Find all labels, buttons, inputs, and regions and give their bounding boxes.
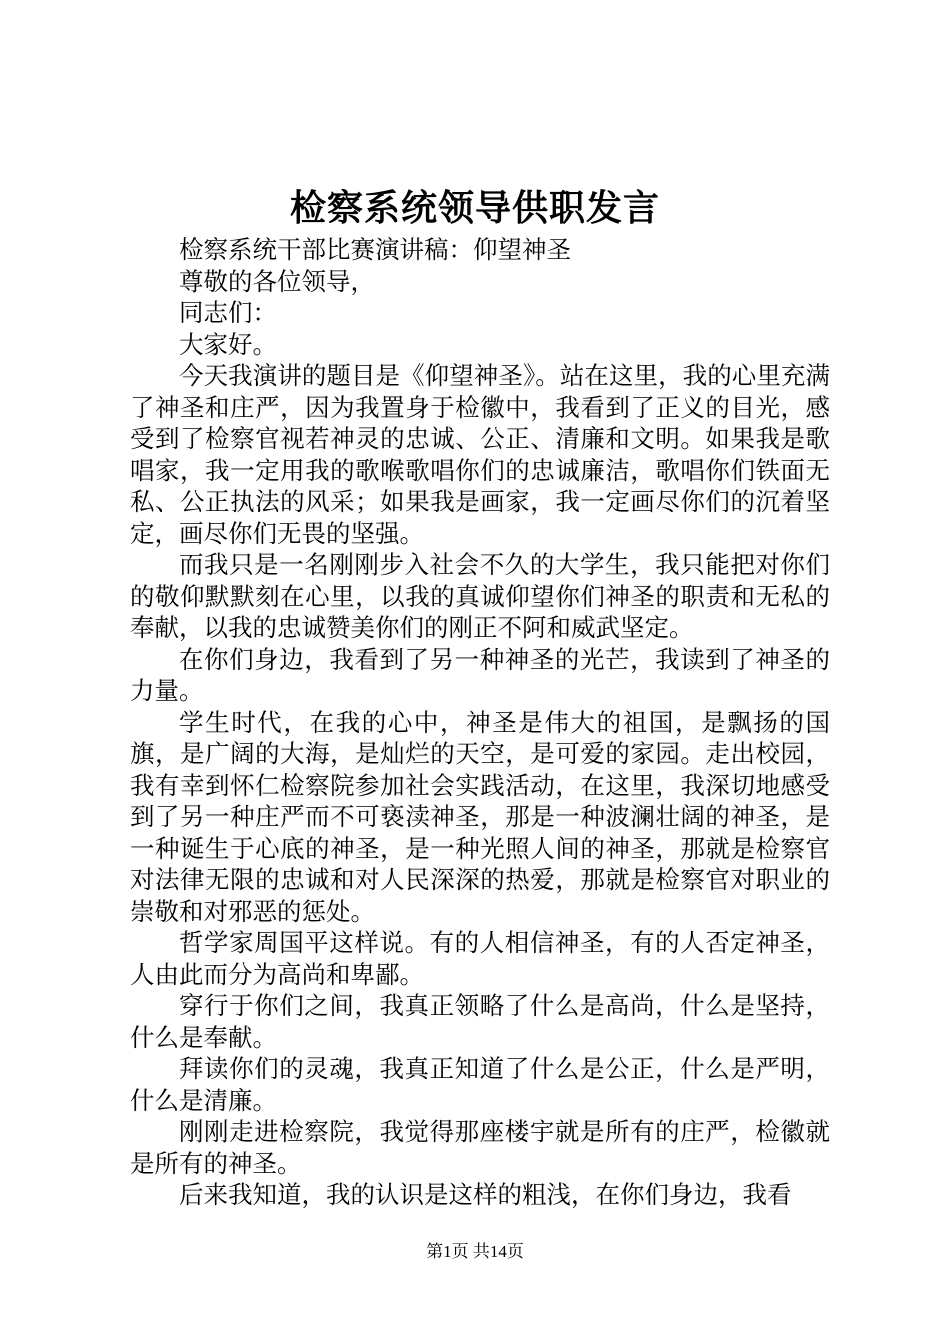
page-number-label: 第1页 共14页 [426, 1242, 524, 1261]
paragraph: 在你们身边，我看到了另一种神圣的光芒，我读到了神圣的力量。 [130, 644, 830, 705]
paragraph: 穿行于你们之间，我真正领略了什么是高尚，什么是坚持，什么是奉献。 [130, 991, 830, 1052]
paragraph: 而我只是一名刚刚步入社会不久的大学生，我只能把对你们的敬仰默默刻在心里，以我的真诚仰望你们神圣的职责和无私的奉献，以我的忠诚赞美你们的刚正不阿和威武坚定。 [130, 550, 830, 642]
paragraph: 今天我演讲的题目是《仰望神圣》。站在这里，我的心里充满了神圣和庄严，因为我置身于检徽中，我看到了正义的目光，感受到了检察官视若神灵的忠诚、公正、清廉和文明。如果我是歌唱家，我一定用我的歌喉歌唱你们的忠诚廉洁，歌唱你们铁面无私、公正执法的风采；如果我是画家，我一定画尽你们的沉着坚定，画尽你们无畏的坚强。 [130, 361, 830, 548]
paragraph-greeting: 大家好。 [179, 329, 277, 359]
paragraph: 拜读你们的灵魂，我真正知道了什么是公正，什么是严明，什么是清廉。 [130, 1054, 830, 1115]
paragraph: 刚刚走进检察院，我觉得那座楼宇就是所有的庄严，检徽就是所有的神圣。 [130, 1117, 830, 1178]
paragraph: 哲学家周国平这样说。有的人相信神圣，有的人否定神圣，人由此而分为高尚和卑鄙。 [130, 928, 830, 989]
paragraph-salutation-comrades: 同志们： [179, 298, 277, 327]
document-title: 检察系统领导供职发言 [289, 187, 660, 229]
paragraph: 学生时代，在我的心中，神圣是伟大的祖国，是飘扬的国旗，是广阔的大海，是灿烂的天空，是可爱的家园。走出校园，我有幸到怀仁检察院参加社会实践活动，在这里，我深切地感受到了另一种庄严而不可亵渎神圣，那是一种波澜壮阔的神圣，是一种诞生于心底的神圣，是一种光照人间的神圣，那就是检察官对法律无限的忠诚和对人民深深的热爱，那就是检察官对职业的崇敬和对邪恶的惩处。 [130, 707, 830, 926]
paragraph-subtitle: 检察系统干部比赛演讲稿：仰望神圣 [179, 235, 571, 264]
document-body [130, 234, 830, 1211]
page-footer [0, 1240, 950, 1264]
paragraph-salutation: 尊敬的各位领导， [179, 266, 375, 296]
paragraph: 后来我知道，我的认识是这样的粗浅，在你们身边，我看 [179, 1180, 792, 1209]
